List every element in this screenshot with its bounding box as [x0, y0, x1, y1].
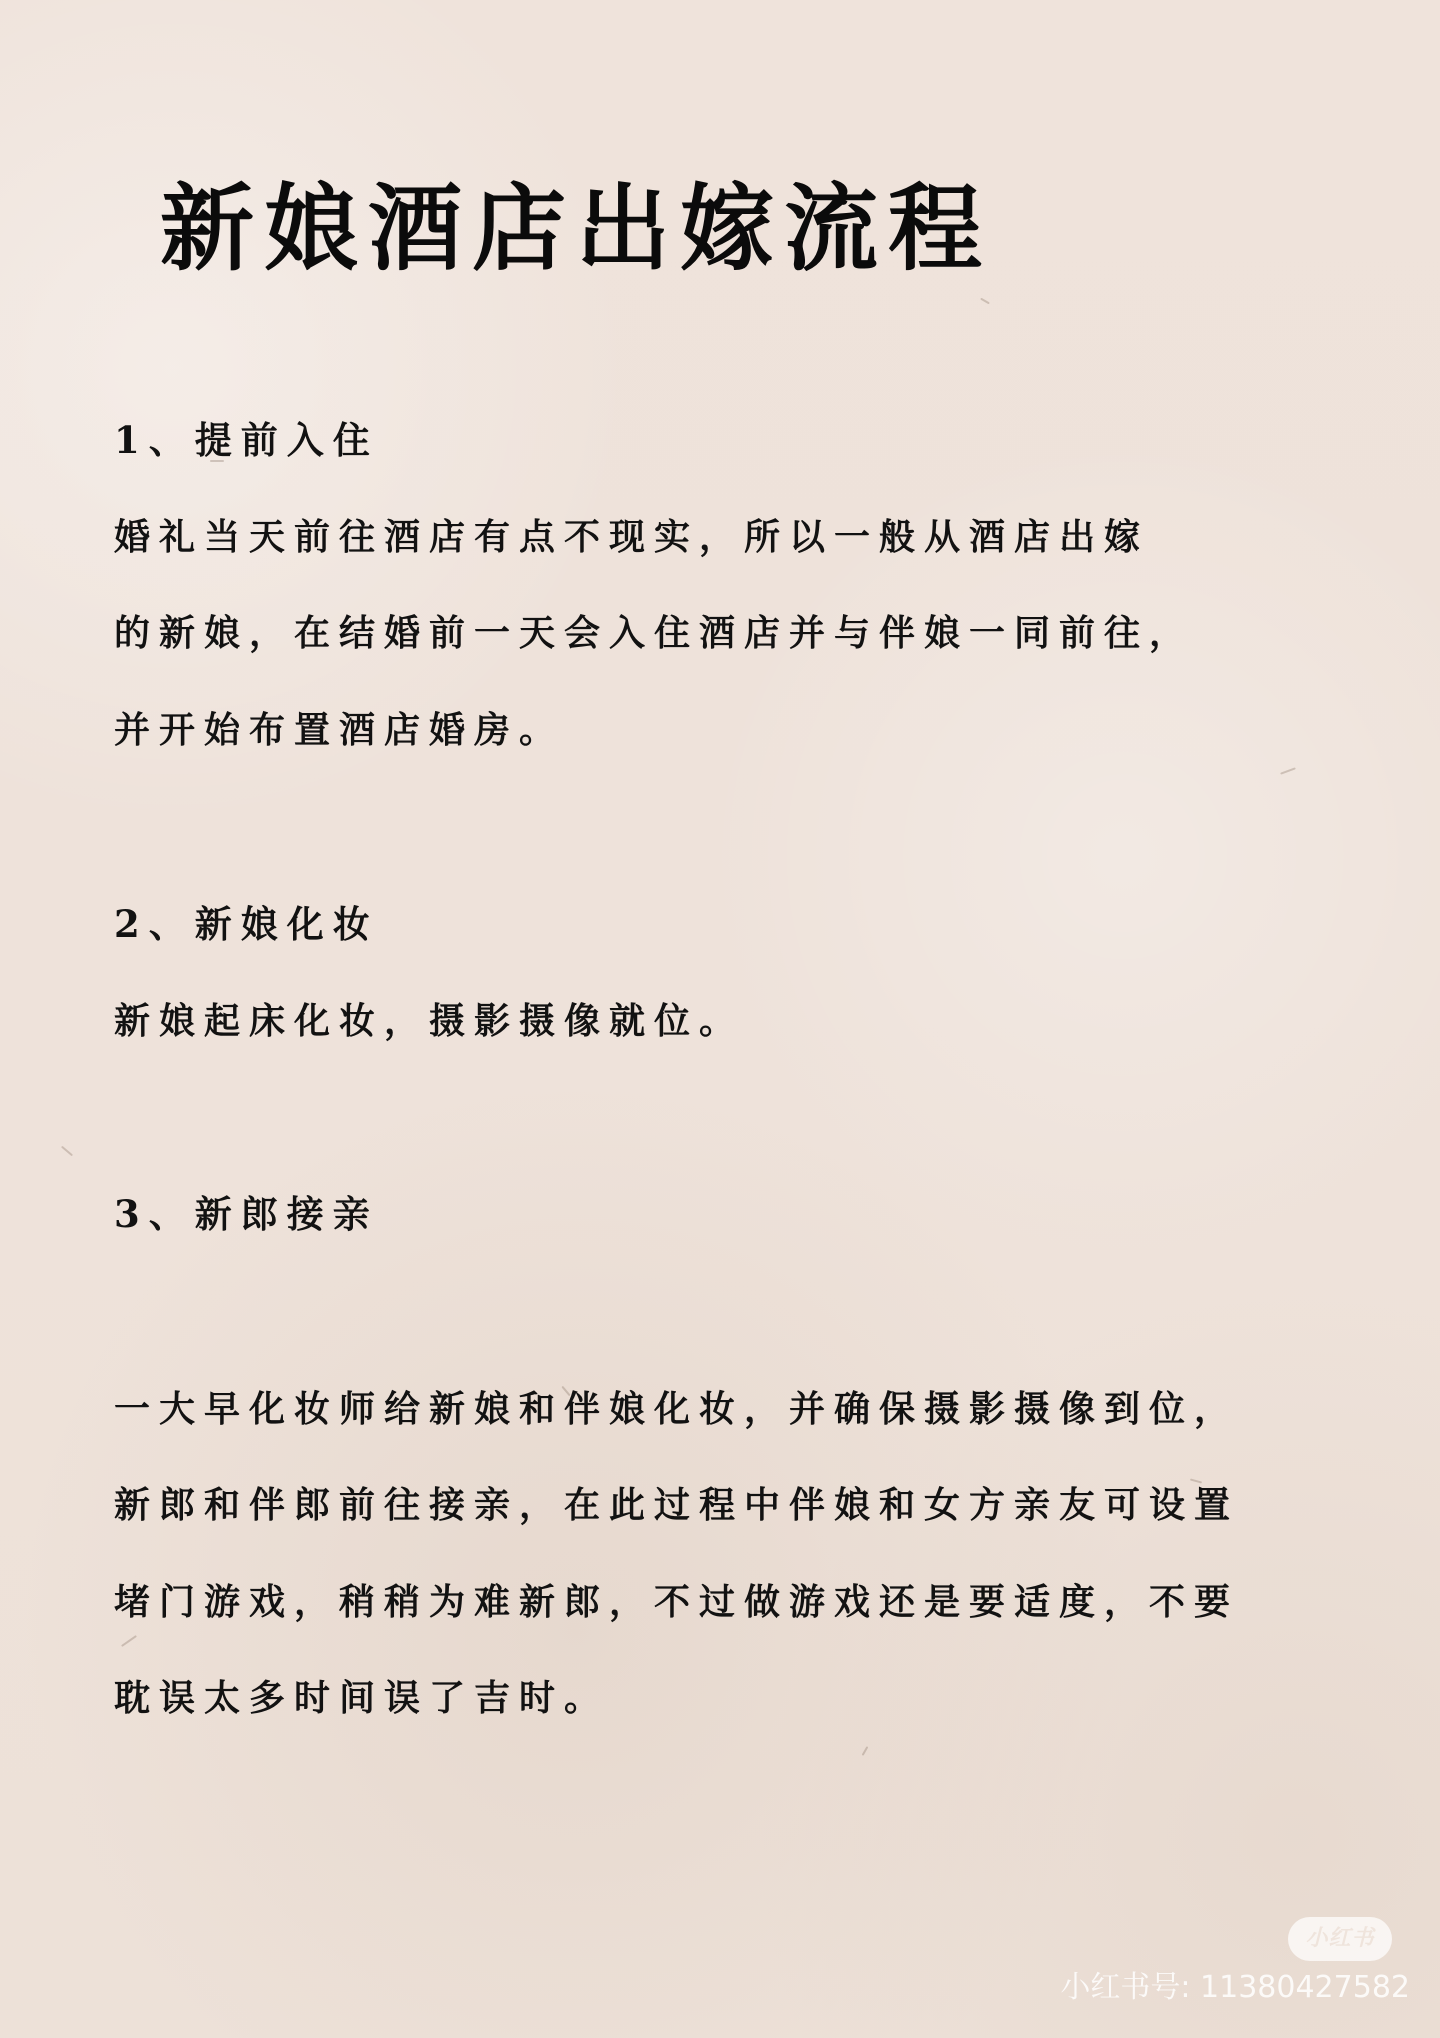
section-3-text-line-2: 新郎和伴郎前往接亲，在此过程中伴娘和女方亲友可设置 — [114, 1484, 1240, 1526]
section-3-text-line-3: 堵门游戏，稍稍为难新郎，不过做游戏还是要适度，不要 — [114, 1581, 1240, 1623]
section-1-heading: 1、提前入住 — [114, 418, 379, 462]
section-1-text-line-3: 并开始布置酒店婚房。 — [114, 709, 565, 751]
page-title: 新娘酒店出嫁流程 — [160, 175, 993, 284]
paper-fiber — [61, 1146, 73, 1157]
paper-fiber — [1280, 767, 1296, 774]
section-2-text-line-1: 新娘起床化妆，摄影摄像就位。 — [114, 1000, 745, 1042]
section-1-text-line-2: 的新娘，在结婚前一天会入住酒店并与伴娘一同前往， — [114, 612, 1195, 654]
watermark-id: 小红书号: 11380427582 — [1060, 1970, 1410, 2005]
section-3-heading: 3、新郎接亲 — [114, 1192, 379, 1236]
section-1-text-line-1: 婚礼当天前往酒店有点不现实，所以一般从酒店出嫁 — [114, 516, 1150, 558]
section-3-text-line-1: 一大早化妆师给新娘和伴娘化妆，并确保摄影摄像到位， — [114, 1388, 1240, 1430]
logo-text: 小红书 — [1305, 1926, 1375, 1951]
section-2-heading: 2、新娘化妆 — [114, 902, 379, 946]
paper-fiber — [121, 1635, 137, 1647]
paper-fiber — [980, 298, 990, 305]
paper-fiber — [862, 1746, 869, 1756]
xiaohongshu-logo — [1288, 1917, 1392, 1961]
section-3-text-line-4: 耽误太多时间误了吉时。 — [114, 1677, 610, 1719]
